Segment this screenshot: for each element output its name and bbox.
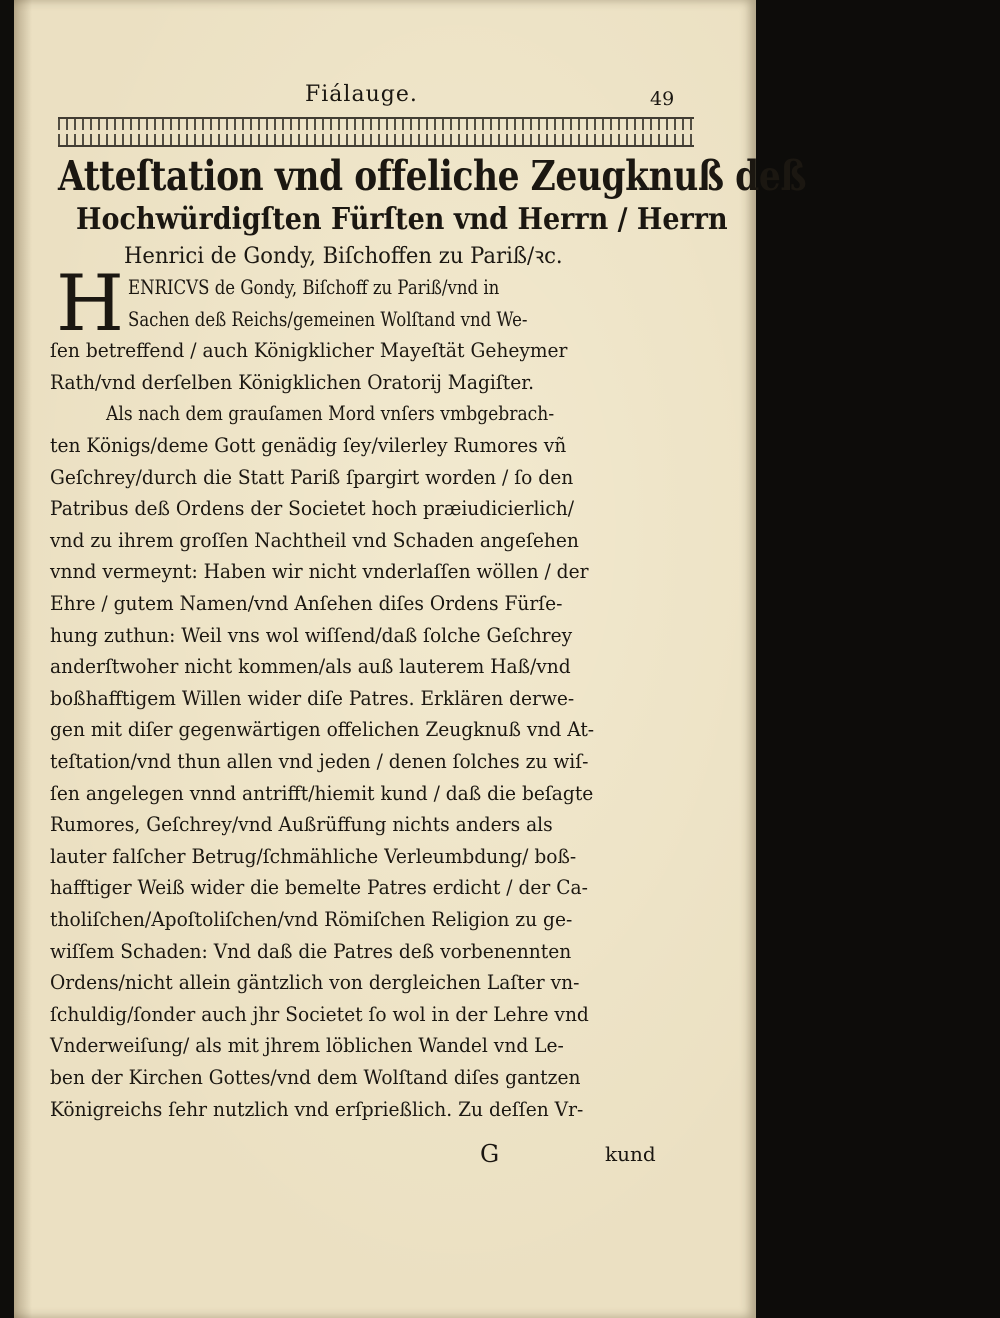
page-number: 49 — [650, 88, 675, 110]
catchword: kund — [605, 1142, 656, 1166]
drop-initial: H — [56, 259, 125, 349]
signature-mark: G — [480, 1140, 500, 1168]
text-line: ten Königs/deme Gott genädig ſey/vilerley Rumores vñ — [50, 434, 567, 457]
text-line: ENRICVS de Gondy, Biſchoff zu Pariß/vnd in — [128, 276, 500, 299]
text-line: anderſtwoher nicht kommen/als auß lauterem Haß/vnd — [50, 655, 571, 679]
text-line: hung zuthun: Weil vns wol wiſſend/daß ſolche Geſchrey — [50, 623, 573, 647]
title-line-1: Atteſtation vnd offeliche Zeugknuß deß — [58, 152, 807, 200]
text-line: gen mit diſer gegenwärtigen offelichen Zeugknuß vnd At- — [50, 718, 595, 742]
text-line: ſchuldig/ſonder auch jhr Societet ſo wol in der Lehre vnd — [50, 1002, 589, 1026]
text-line: Patribus deß Ordens der Societet hoch præiudicierlich/ — [50, 497, 575, 521]
text-line: lauter falſcher Betrug/ſchmähliche Verleumbdung/ boß- — [50, 844, 577, 868]
text-line: Ordens/nicht allein gäntzlich von dergleichen Laſter vn- — [50, 971, 580, 995]
text-line: tholiſchen/Apoſtoliſchen/vnd Römiſchen Religion zu ge- — [50, 908, 573, 931]
text-line: boßhafftigem Willen wider diſe Patres. Erklären derwe- — [50, 686, 575, 710]
running-head: Fiálauge. — [305, 82, 418, 107]
text-line: ſen angelegen vnnd antrifft/hiemit kund / daß die beſagte — [50, 781, 594, 805]
text-line: ſen betreffend / auch Königklicher Mayeſtät Geheymer — [50, 339, 568, 363]
text-line: ben der Kirchen Gottes/vnd dem Wolſtand diſes gantzen — [50, 1066, 581, 1089]
ornament-border — [58, 117, 694, 147]
text-line: Ehre / gutem Namen/vnd Anſehen diſes Ordens Fürſe- — [50, 592, 563, 615]
text-line: Vnderweiſung/ als mit jhrem löblichen Wandel vnd Le- — [50, 1034, 564, 1058]
text-line: Rath/vnd derſelben Königklichen Oratorij Magiſter. — [50, 370, 535, 394]
text-line: Als nach dem grauſamen Mord vnſers vmbgebrach- — [106, 402, 555, 426]
text-line: hafftiger Weiß wider die bemelte Patres erdicht / der Ca- — [50, 876, 588, 900]
text-line: vnnd vermeynt: Haben wir nicht vnderlaſſen wöllen / der — [50, 560, 589, 584]
text-line: Geſchrey/durch die Statt Pariß ſpargirt worden / ſo den — [50, 465, 574, 489]
title-line-3: Henrici de Gondy, Biſchoffen zu Pariß/ꝛc. — [124, 244, 563, 269]
text-line: vnd zu ihrem groſſen Nachtheil vnd Schaden angeſehen — [50, 528, 579, 552]
text-line: teſtation/vnd thun allen vnd jeden / denen ſolches zu wiſ- — [50, 750, 589, 773]
title-line-2: Hochwürdigſten Fürſten vnd Herrn / Herrn — [76, 202, 728, 237]
text-line: wiſſem Schaden: Vnd daß die Patres deß vorbenennten — [50, 939, 572, 963]
text-line: Rumores, Geſchrey/vnd Außrüffung nichts anders als — [50, 813, 553, 837]
text-line: Sachen deß Reichs/gemeinen Wolſtand vnd We- — [128, 307, 528, 331]
text-line: Königreichs ſehr nutzlich vnd erſprießlich. Zu deſſen Vr- — [50, 1097, 584, 1121]
